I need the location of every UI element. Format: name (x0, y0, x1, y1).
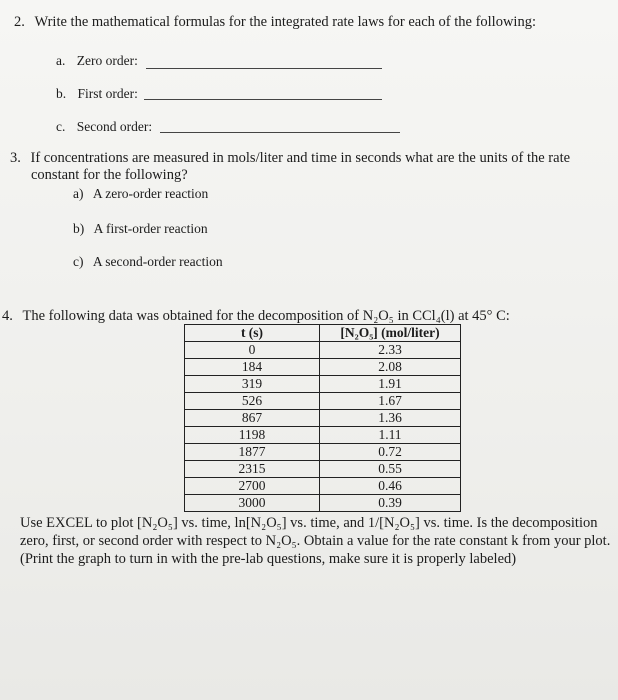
q3-line1 (10, 150, 570, 167)
cell-time: 0 (185, 342, 320, 359)
header-time: t (s) (185, 325, 320, 342)
q3-item-b (73, 221, 208, 237)
q4-heading (2, 308, 510, 325)
cell-time: 2700 (185, 478, 320, 495)
cell-concentration: 1.91 (320, 376, 461, 393)
cell-concentration: 0.39 (320, 495, 461, 512)
cell-concentration: 0.72 (320, 444, 461, 461)
n2o5-data-table (184, 324, 461, 512)
cell-time: 184 (185, 359, 320, 376)
table-row (185, 478, 461, 495)
q2-answer-line-b[interactable] (144, 99, 382, 100)
header-concentration: [N₂O₅] (mol/liter) (320, 325, 461, 342)
q4-number: 4. (2, 308, 13, 324)
table-row (185, 342, 461, 359)
table-row (185, 376, 461, 393)
cell-time: 526 (185, 393, 320, 410)
q3-item-c-letter: c) (73, 254, 84, 269)
q2-answer-line-a[interactable] (146, 68, 382, 69)
q3-text-line2: constant for the following? (31, 167, 188, 183)
table-row (185, 427, 461, 444)
table-row (185, 359, 461, 376)
q2-item-c-letter: c. (56, 119, 66, 134)
cell-concentration: 1.11 (320, 427, 461, 444)
q2-text: Write the mathematical formulas for the integrated rate laws for each of the following: (34, 14, 536, 30)
q3-item-a-letter: a) (73, 186, 84, 201)
table-row (185, 410, 461, 427)
q3-item-b-letter: b) (73, 221, 85, 236)
cell-time: 867 (185, 410, 320, 427)
cell-concentration: 1.36 (320, 410, 461, 427)
cell-time: 319 (185, 376, 320, 393)
cell-concentration: 2.33 (320, 342, 461, 359)
q3-item-a-label: A zero-order reaction (92, 186, 209, 201)
q3-item-b-label: A first-order reaction (93, 221, 208, 236)
q3-item-a (73, 186, 208, 202)
q2-item-b-label: First order: (77, 86, 138, 101)
q4-intro: The following data was obtained for the decomposition of N₂O₅ in CCl₄(l) at 45° C: (22, 308, 510, 324)
cell-time: 1198 (185, 427, 320, 444)
cell-time: 3000 (185, 495, 320, 512)
table-row (185, 495, 461, 512)
cell-concentration: 1.67 (320, 393, 461, 410)
q3-item-c (73, 254, 223, 270)
table-row (185, 461, 461, 478)
table-header-row (185, 325, 461, 342)
q2-number: 2. (14, 14, 25, 30)
table-row (185, 444, 461, 461)
q2-item-b (56, 86, 138, 102)
q2-item-a (56, 53, 138, 69)
q3-item-c-label: A second-order reaction (92, 254, 223, 269)
cell-time: 2315 (185, 461, 320, 478)
q2-answer-line-c[interactable] (160, 132, 400, 133)
cell-concentration: 2.08 (320, 359, 461, 376)
q4-instructions: Use EXCEL to plot [N₂O₅] vs. time, ln[N₂O₅] vs. time, and 1/[N₂O₅] vs. time. Is the decomposition zero, first, or second order with respect to N₂O₅. Obtain a value for the rate constant k from your plot. (Print the graph to turn in with the pre-lab questions, make sure it is properly labeled) (20, 515, 611, 567)
cell-concentration: 0.46 (320, 478, 461, 495)
q2-item-c (56, 119, 152, 135)
q2-item-a-label: Zero order: (76, 53, 138, 68)
q3-text-line1: If concentrations are measured in mols/liter and time in seconds what are the units of the rate (30, 150, 571, 166)
q2-item-a-letter: a. (56, 53, 66, 68)
cell-time: 1877 (185, 444, 320, 461)
q2-heading (14, 14, 536, 31)
q2-item-c-label: Second order: (76, 119, 153, 134)
q3-number: 3. (10, 150, 21, 166)
table-row (185, 393, 461, 410)
q2-item-b-letter: b. (56, 86, 67, 101)
cell-concentration: 0.55 (320, 461, 461, 478)
